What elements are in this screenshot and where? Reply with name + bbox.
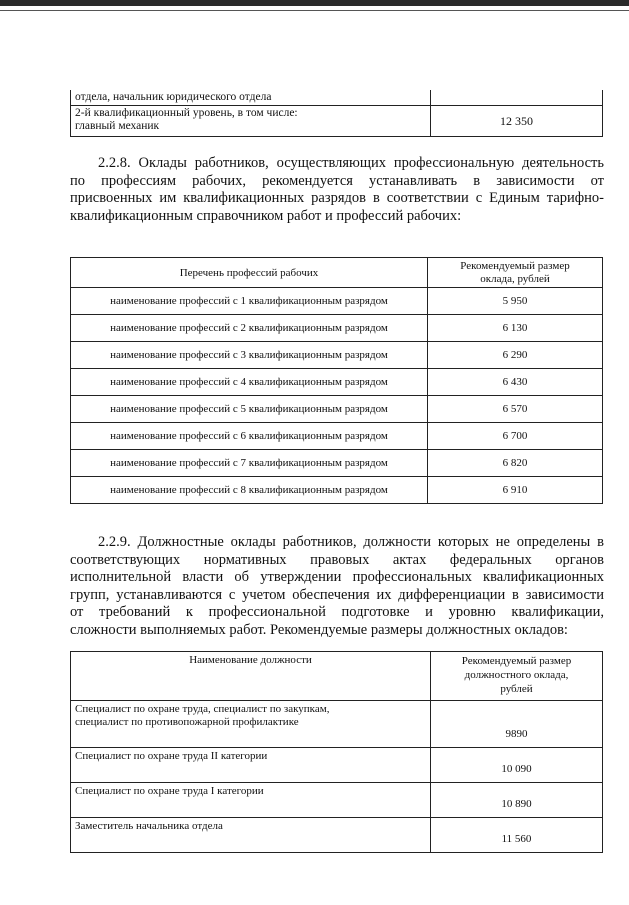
paragraph-2-2-8	[70, 155, 604, 225]
column-header-salary	[428, 258, 603, 288]
paragraph-line: 2.2.9. Должностные оклады работников, должности которых не определены в	[98, 534, 604, 550]
profession-name: наименование профессий с 2 квалификационным разрядом	[71, 315, 428, 342]
paragraph-line: квалификационным справочником работ и профессий рабочих:	[70, 207, 462, 224]
header-line: Рекомендуемый размер	[461, 655, 572, 667]
table-row	[71, 396, 603, 423]
profession-name: наименование профессий с 6 квалификационным разрядом	[71, 423, 428, 450]
salary-value: 12 350	[431, 106, 603, 137]
salary-value: 6 910	[428, 477, 603, 504]
column-header-professions: Перечень профессий рабочих	[71, 258, 428, 288]
salary-value: 6 700	[428, 423, 603, 450]
profession-name: наименование профессий с 1 квалификационным разрядом	[71, 288, 428, 315]
table-row	[71, 369, 603, 396]
salary-value	[431, 90, 603, 106]
position-name	[71, 106, 431, 137]
paragraph-line: сложности выполняемых работ. Рекомендуемые размеры должностных окладов:	[70, 621, 568, 638]
paragraph-line: соответствующих нормативных правовых актах федеральных органов	[70, 551, 604, 568]
profession-name: наименование профессий с 7 квалификационным разрядом	[71, 450, 428, 477]
officials-salary-table-continued	[70, 90, 603, 137]
paragraph-line: 2.2.8. Оклады работников, осуществляющих профессиональную деятельность	[98, 155, 604, 171]
table-row	[71, 450, 603, 477]
scan-top-edge	[0, 0, 629, 6]
salary-value: 5 950	[428, 288, 603, 315]
salary-value: 6 570	[428, 396, 603, 423]
table-row	[71, 423, 603, 450]
paragraph-2-2-9	[70, 534, 604, 639]
profession-name: наименование профессий с 8 квалификационным разрядом	[71, 477, 428, 504]
positions-salary-table	[70, 651, 603, 853]
paragraph-line: от требований к профессиональной подготовке и уровню квалификации,	[70, 604, 604, 620]
header-line: рублей	[500, 683, 533, 695]
table-row	[71, 342, 603, 369]
header-line: оклада, рублей	[480, 272, 550, 285]
paragraph-line: исполнительной власти об утверждении профессиональных квалификационных	[70, 569, 604, 585]
paragraph-line: по профессиям рабочих, рекомендуется устанавливать в зависимости от	[70, 172, 604, 189]
profession-name: наименование профессий с 5 квалификационным разрядом	[71, 396, 428, 423]
table-header-row	[71, 652, 603, 701]
table-row	[71, 748, 603, 783]
salary-value: 6 820	[428, 450, 603, 477]
salary-value: 9890	[431, 701, 603, 748]
table-row	[71, 701, 603, 748]
position-name-line: Специалист по охране труда, специалист по закупкам,	[75, 703, 330, 715]
position-name: Специалист по охране труда I категории	[71, 783, 431, 818]
salary-value: 6 430	[428, 369, 603, 396]
position-name-line: специалист по противопожарной профилактике	[75, 716, 299, 728]
table-header-row	[71, 258, 603, 288]
salary-value: 6 290	[428, 342, 603, 369]
table-row	[71, 477, 603, 504]
position-name: Специалист по охране труда II категории	[71, 748, 431, 783]
paragraph-line: групп, устанавливаются с учетом обеспечения их дифференциации в зависимости	[70, 586, 604, 603]
salary-value: 11 560	[431, 818, 603, 853]
position-name-line: главный механик	[75, 120, 160, 132]
column-header-position: Наименование должности	[71, 652, 431, 701]
column-header-salary	[431, 652, 603, 701]
position-name-line: 2-й квалификационный уровень, в том числе:	[75, 107, 298, 119]
position-name	[71, 701, 431, 748]
position-name: отдела, начальник юридического отдела	[71, 90, 431, 106]
salary-value: 10 090	[431, 748, 603, 783]
table-row	[71, 90, 603, 106]
table-row	[71, 818, 603, 853]
scan-top-rule	[0, 10, 629, 11]
position-name: Заместитель начальника отдела	[71, 818, 431, 853]
profession-name: наименование профессий с 3 квалификационным разрядом	[71, 342, 428, 369]
profession-name: наименование профессий с 4 квалификационным разрядом	[71, 369, 428, 396]
table-row	[71, 106, 603, 137]
table-row	[71, 315, 603, 342]
header-line: Рекомендуемый размер	[460, 259, 570, 272]
table-row	[71, 288, 603, 315]
table-row	[71, 783, 603, 818]
salary-value: 10 890	[431, 783, 603, 818]
salary-value: 6 130	[428, 315, 603, 342]
header-line: должностного оклада,	[464, 669, 569, 681]
paragraph-line: присвоенных им квалификационных разрядов в соответствии с Единым тарифно-	[70, 190, 604, 206]
workers-salary-table	[70, 257, 603, 504]
